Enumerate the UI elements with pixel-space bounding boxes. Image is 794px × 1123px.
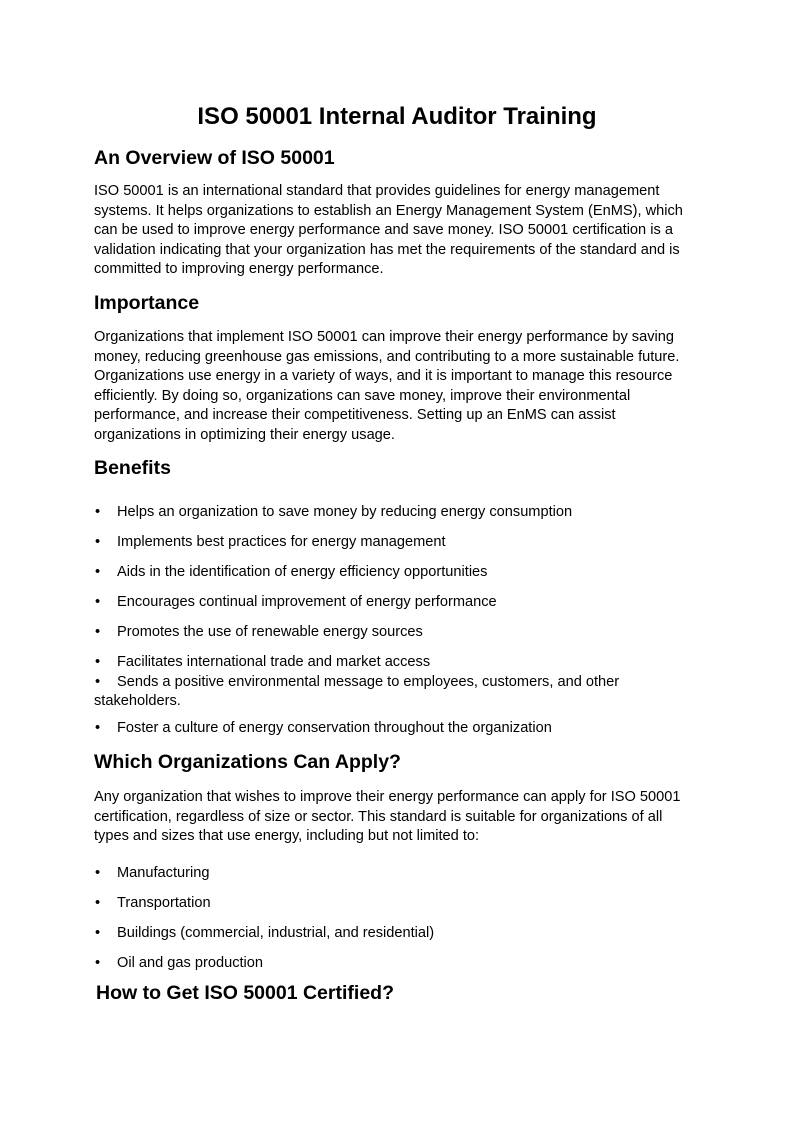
list-item: • Helps an organization to save money by reducing energy consumption xyxy=(94,503,700,523)
certified-heading: How to Get ISO 50001 Certified? xyxy=(96,982,394,1004)
list-item: • Sends a positive environmental message to employees, customers, and other stakeholders. xyxy=(94,673,700,712)
list-item: • Encourages continual improvement of energy performance xyxy=(94,593,700,613)
benefits-heading: Benefits xyxy=(94,457,171,479)
list-item: • Implements best practices for energy management xyxy=(94,533,700,553)
apply-paragraph: Any organization that wishes to improve their energy performance can apply for ISO 50001 certification, regardless of size or sector. This standard is suitable for organizations of all types and sizes that use energy, including but not limited to: xyxy=(94,789,681,845)
overview-paragraph: ISO 50001 is an international standard that provides guidelines for energy management systems. It helps organizations to establish an Energy Management System (EnMS), which can be used to improve energy performance and save money. ISO 50001 certification is a validation indicating that your organization has met the requirements of the standard and is committed to improving energy performance. xyxy=(94,183,683,278)
industries-list xyxy=(94,864,700,974)
importance-paragraph: Organizations that implement ISO 50001 can improve their energy performance by saving money, reducing greenhouse gas emissions, and contributing to a more sustainable future. Organizations use energy in a variety of ways, and it is important to manage this resource efficiently. By doing so, organizations can save money, improve their environmental performance, and increase their competitiveness. Setting up an EnMS can assist organizations in optimizing their energy usage. xyxy=(94,329,680,443)
list-item: • Manufacturing xyxy=(94,864,700,884)
list-item: • Facilitates international trade and market access xyxy=(94,653,700,673)
list-item: • Oil and gas production xyxy=(94,954,700,974)
benefits-list xyxy=(94,503,700,739)
page-title: ISO 50001 Internal Auditor Training xyxy=(197,103,597,130)
apply-heading: Which Organizations Can Apply? xyxy=(94,751,401,773)
list-item: • Promotes the use of renewable energy sources xyxy=(94,623,700,643)
list-item: • Buildings (commercial, industrial, and residential) xyxy=(94,924,700,944)
list-item: • Foster a culture of energy conservation throughout the organization xyxy=(94,719,700,739)
overview-heading: An Overview of ISO 50001 xyxy=(94,147,335,169)
importance-heading: Importance xyxy=(94,292,200,314)
list-item: • Aids in the identification of energy efficiency opportunities xyxy=(94,563,700,583)
list-item: • Transportation xyxy=(94,894,700,914)
